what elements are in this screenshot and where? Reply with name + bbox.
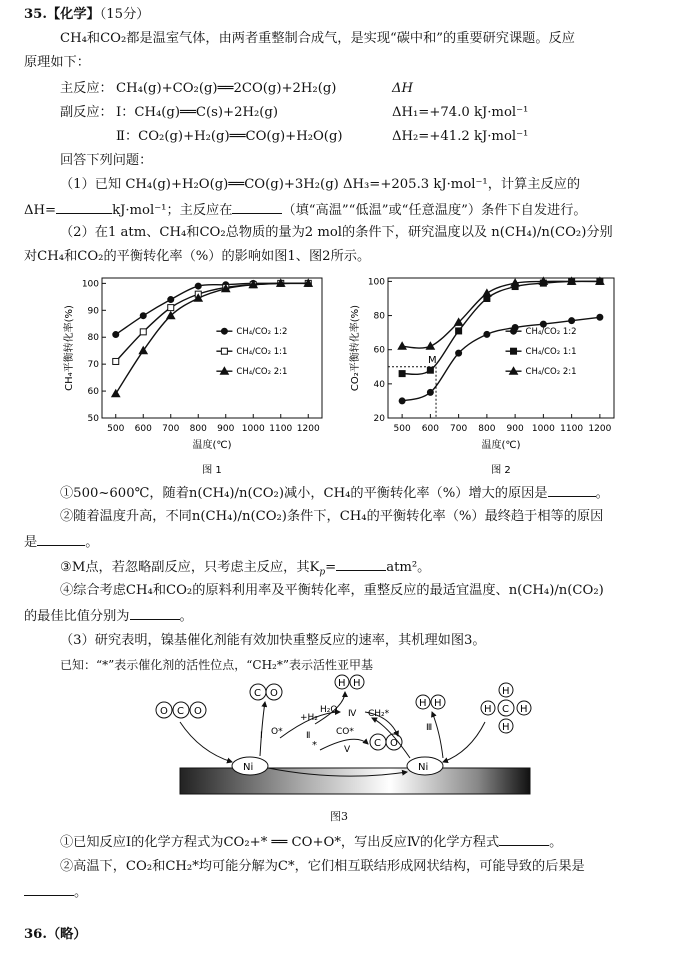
unit-text: kJ·mol⁻¹；主反应在: [112, 203, 233, 218]
data-point: [569, 318, 575, 324]
equals-sign: =: [325, 560, 337, 575]
co2-molecule: [156, 702, 206, 718]
sub-question-1-text: ①500~600℃，随着n(CH₄)/n(CO₂)减小，CH₄的平衡转化率（%）增大的原因是: [60, 486, 548, 501]
side-reaction-1: Ⅰ：CH₄(g)══C(s)+2H₂(g): [116, 105, 278, 120]
score: （15分）: [99, 7, 150, 22]
y-tick-label: 70: [87, 360, 99, 371]
x-tick-label: 1000: [241, 424, 265, 434]
y-axis-label: CO₂平衡转化率(%): [350, 304, 361, 392]
data-point: [140, 329, 146, 335]
reaction-question-2-line-b: [24, 882, 87, 902]
ch4-molecule: [481, 683, 531, 733]
y-tick-label: 80: [87, 333, 99, 344]
data-point: [540, 321, 546, 327]
h2o-label: H₂O: [320, 705, 338, 715]
side-reaction-2: Ⅱ：CO₂(g)+H₂(g)══CO(g)+H₂O(g): [116, 129, 343, 144]
legend-entry: CH₄/CO₂ 1:2: [236, 327, 288, 338]
main-reaction-dh: ΔH: [392, 81, 414, 96]
legend-entry: CH₄/CO₂ 2:1: [525, 367, 577, 378]
data-point: [426, 342, 434, 349]
question-number: 35.: [24, 7, 47, 22]
x-axis-label: 温度(℃): [192, 440, 232, 451]
sub-question-4-end: 。: [179, 609, 193, 624]
data-point: [399, 371, 405, 377]
svg-text:O: O: [194, 706, 202, 717]
figure-caption: 图 1: [202, 465, 222, 476]
co-molecule-top: [250, 684, 282, 700]
known-note: 已知：“*”表示催化剂的活性位点，“CH₂*”表示活性亚甲基: [60, 658, 373, 672]
data-point: [484, 331, 490, 337]
svg-text:O: O: [160, 706, 168, 717]
series-3: [398, 277, 604, 349]
svg-text:H: H: [502, 686, 510, 697]
sub-question-3-text: ③M点，若忽略副反应，只考虑主反应，其K: [60, 560, 320, 575]
data-point: [483, 289, 491, 296]
legend-marker: [511, 348, 517, 354]
svg-text:O: O: [270, 688, 278, 699]
data-point: [398, 342, 406, 349]
catalyst-surface: [180, 768, 530, 794]
answer-blank-dh[interactable]: [56, 200, 112, 214]
sub-question-1-end: 。: [595, 486, 609, 501]
data-point: [456, 350, 462, 356]
side-reaction-2-dh: ΔH₂=+41.2 kJ·mol⁻¹: [392, 129, 529, 144]
y-tick-label: 20: [373, 414, 385, 424]
svg-text:H: H: [338, 678, 346, 689]
legend-entry: CH₄/CO₂ 1:1: [236, 347, 288, 358]
answer-blank-r2[interactable]: [24, 882, 74, 896]
plus-h2-label: +H₂: [300, 713, 318, 723]
main-reaction: CH₄(g)+CO₂(g)══2CO(g)+2H₂(g): [116, 81, 337, 96]
star-label: *: [312, 740, 317, 751]
x-tick-label: 700: [162, 424, 180, 434]
o-star-label: O*: [271, 727, 283, 737]
part-2-line-b: 对CH₄和CO₂的平衡转化率（%）的影响如图1、图2所示。: [24, 249, 371, 264]
h2-molecule-right: [416, 695, 445, 709]
answer-blank-q2[interactable]: [37, 532, 85, 546]
part-3: （3）研究表明，镍基催化剂能有效加快重整反应的速率，其机理如图3。: [60, 633, 486, 648]
svg-text:C: C: [374, 738, 381, 749]
sub-question-1: [60, 483, 609, 503]
reaction-question-2-end: 。: [74, 885, 88, 900]
fill-hint: （填“高温”“低温”或“任意温度”）条件下自发进行。: [282, 203, 587, 218]
svg-text:C: C: [254, 688, 261, 699]
intro-line-1: CH₄和CO₂都是温室气体，由两者重整制合成气，是实现“碳中和”的重要研究课题。反应: [60, 31, 575, 46]
label-III: Ⅲ: [426, 723, 433, 733]
x-tick-label: 900: [217, 424, 235, 434]
sub-question-2-line-b: [24, 532, 98, 552]
reaction-question-1-text: ①已知反应Ⅰ的化学方程式为CO₂+* ══ CO+O*，写出反应Ⅳ的化学方程式: [60, 835, 500, 850]
part-1-line-b: [24, 200, 587, 220]
svg-text:H: H: [484, 704, 492, 715]
legend-entry: CH₄/CO₂ 1:2: [525, 327, 577, 338]
sub-question-4-line-b: [24, 606, 193, 626]
legend-marker: [221, 328, 227, 334]
data-point: [427, 367, 433, 373]
legend-marker: [511, 328, 517, 334]
svg-text:H: H: [520, 704, 528, 715]
x-tick-label: 700: [450, 424, 468, 434]
answer-blank-r1[interactable]: [499, 832, 549, 846]
series-3: [112, 279, 313, 396]
x-tick-label: 1000: [531, 424, 555, 434]
legend-marker: [221, 348, 227, 354]
part-1-line-a: （1）已知 CH₄(g)+H₂O(g)══CO(g)+3H₂(g) ΔH₃=+205.3 kJ·mol⁻¹，计算主反应的: [60, 177, 581, 192]
y-tick-label: 90: [87, 306, 99, 317]
ni-left-label: Ni: [243, 762, 254, 773]
kp-unit: atm²。: [386, 560, 431, 575]
reaction-question-1-end: 。: [549, 835, 563, 850]
x-tick-label: 500: [393, 424, 411, 434]
x-tick-label: 500: [107, 424, 125, 434]
data-point: [456, 328, 462, 334]
legend-entry: CH₄/CO₂ 1:1: [525, 347, 577, 358]
sub-question-3: [60, 557, 430, 577]
label-V: Ⅴ: [344, 745, 351, 755]
main-reaction-label: 主反应：: [60, 81, 113, 96]
ch2-star-label: CH₂*: [368, 709, 390, 719]
question-36: [24, 926, 87, 944]
side-reaction-1-dh: ΔH₁=+74.0 kJ·mol⁻¹: [392, 105, 529, 120]
sub-question-2-text: 是: [24, 535, 38, 550]
svg-text:H: H: [353, 678, 361, 689]
question-36-text: （略）: [46, 927, 87, 942]
co-star-label: CO*: [336, 727, 354, 737]
data-point: [140, 313, 146, 319]
data-point: [113, 358, 119, 364]
y-axis-label: CH₄平衡转化率(%): [64, 305, 75, 391]
question-35-header: [24, 6, 149, 24]
plot-frame: [102, 278, 322, 418]
x-tick-label: 1100: [560, 424, 584, 434]
answer-blank-condition[interactable]: [232, 200, 282, 214]
x-axis-label: 温度(℃): [481, 440, 521, 451]
label-IV: Ⅳ: [348, 709, 357, 719]
ni-right-label: Ni: [418, 762, 429, 773]
data-point: [112, 390, 120, 397]
figure-3-mechanism: [140, 672, 540, 802]
data-point: [399, 398, 405, 404]
label-I: Ⅰ: [260, 731, 263, 741]
y-tick-label: 80: [373, 311, 385, 322]
question-36-number: 36.: [24, 927, 47, 942]
data-point: [597, 314, 603, 320]
part-2-line-a: （2）在1 atm、CH₄和CO₂总物质的量为2 mol的条件下，研究温度以及 n(CH₄)/n(CO₂)分别: [60, 225, 613, 240]
y-tick-label: 100: [367, 277, 385, 288]
annotation-label: M: [428, 354, 437, 366]
y-tick-label: 60: [373, 345, 385, 356]
data-point: [168, 297, 174, 303]
x-tick-label: 800: [189, 424, 207, 434]
sub-question-2-line-a: ②随着温度升高，不同n(CH₄)/n(CO₂)条件下，CH₄的平衡转化率（%）最终趋于相等的原因: [60, 509, 604, 524]
data-point: [113, 332, 119, 338]
h2-molecule-top: [335, 675, 364, 689]
data-point: [195, 283, 201, 289]
y-tick-label: 50: [87, 414, 99, 424]
answer-prompt: 回答下列问题：: [60, 153, 153, 168]
svg-text:H: H: [502, 722, 510, 733]
svg-text:C: C: [502, 704, 509, 715]
data-point: [427, 389, 433, 395]
figure-3-caption: 图3: [330, 810, 348, 823]
reaction-question-2: ②高温下，CO₂和CH₂*均可能分解为C*，它们相互联结形成网状结构，可能导致的后果是: [60, 859, 585, 874]
intro-line-2: 原理如下：: [24, 55, 90, 70]
figure-caption: 图 2: [491, 465, 511, 476]
figure-1-chart: [60, 270, 330, 480]
dh-label: ΔH=: [24, 203, 57, 218]
x-tick-label: 1200: [296, 424, 320, 434]
svg-text:H: H: [419, 698, 427, 709]
x-tick-label: 600: [134, 424, 152, 434]
y-tick-label: 100: [81, 279, 99, 290]
x-tick-label: 900: [506, 424, 524, 434]
kp-subscript: p: [319, 567, 326, 578]
x-tick-label: 600: [421, 424, 439, 434]
answer-blank-kp[interactable]: [336, 557, 386, 571]
svg-text:C: C: [177, 706, 184, 717]
sub-question-4-line-a: ④综合考虑CH₄和CO₂的原料利用率及平衡转化率，重整反应的最适宜温度、n(CH₄)/n(CO₂): [60, 583, 604, 598]
x-tick-label: 800: [478, 424, 496, 434]
y-tick-label: 60: [87, 387, 99, 398]
answer-blank-q1[interactable]: [548, 483, 596, 497]
answer-blank-q4[interactable]: [130, 606, 180, 620]
svg-text:O: O: [390, 738, 398, 749]
subject-tag: 【化学】: [46, 7, 100, 22]
y-tick-label: 40: [373, 379, 385, 390]
x-tick-label: 1200: [588, 424, 612, 434]
legend-entry: CH₄/CO₂ 2:1: [236, 367, 288, 378]
figure-2-chart: [346, 270, 622, 480]
data-point: [168, 305, 174, 311]
side-reaction-label: 副反应：: [60, 105, 113, 120]
sub-question-4-text: 的最佳比值分别为: [24, 609, 130, 624]
sub-question-2-end: 。: [85, 535, 99, 550]
x-tick-label: 1100: [269, 424, 293, 434]
label-II: Ⅱ: [306, 731, 311, 741]
reaction-question-1: [60, 832, 562, 852]
svg-text:H: H: [434, 698, 442, 709]
co-molecule-bottom: [370, 734, 402, 750]
